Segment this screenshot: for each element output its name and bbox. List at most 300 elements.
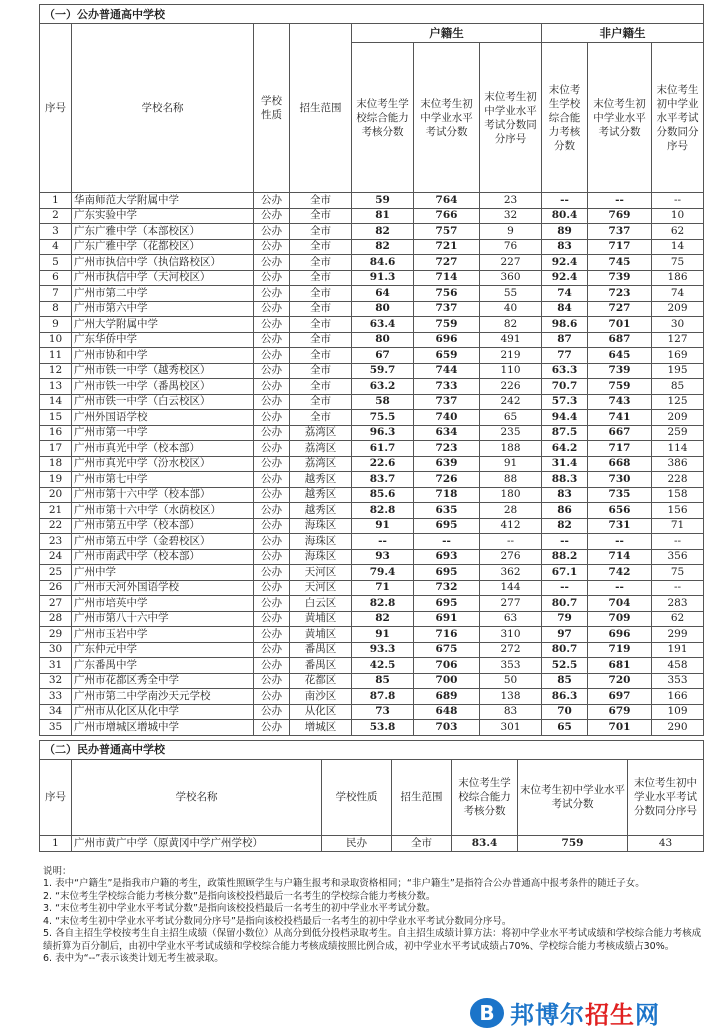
cell-local-exam: 675 (414, 642, 480, 658)
cell-nonlocal-ability: 92.4 (542, 270, 588, 286)
table-row (40, 642, 704, 658)
cell-nonlocal-rank: 290 (652, 720, 704, 736)
cell-school-name: 广州市第六中学 (72, 301, 254, 317)
cell-local-rank: 40 (480, 301, 542, 317)
cell-index: 21 (40, 503, 72, 519)
cell-range: 全市 (290, 394, 352, 410)
cell-index: 25 (40, 565, 72, 581)
cell-index: 26 (40, 580, 72, 596)
cell-nature: 公办 (254, 456, 290, 472)
cell-local-ability: 93.3 (352, 642, 414, 658)
cell-local-rank: 227 (480, 255, 542, 271)
watermark (470, 995, 660, 1030)
cell-range: 全市 (290, 208, 352, 224)
cell-index: 23 (40, 534, 72, 550)
cell-nature: 公办 (254, 239, 290, 255)
cell-nature: 公办 (254, 565, 290, 581)
note-item: 4. “末位考生初中学业水平考试分数同分序号”是指向该校投档最后一名考生的初中学业水平考试分数同分序号。 (43, 915, 512, 927)
table-row (40, 363, 704, 379)
cell-local-exam: 764 (414, 193, 480, 209)
cell-index: 12 (40, 363, 72, 379)
note-item: 2. “末位考生学校综合能力考核分数”是指向该校投档最后一名考生的学校综合能力考核分数。 (43, 890, 436, 902)
cell-index: 22 (40, 518, 72, 534)
cell-nonlocal-rank: 191 (652, 642, 704, 658)
cell-range: 番禺区 (290, 642, 352, 658)
cell-nature: 公办 (254, 689, 290, 705)
cell-school-name: 广州大学附属中学 (72, 317, 254, 333)
cell-nature: 民办 (322, 835, 392, 851)
table-row (40, 332, 704, 348)
cell-nonlocal-rank: 353 (652, 673, 704, 689)
cell-index: 31 (40, 658, 72, 674)
table-row (40, 472, 704, 488)
cell-nature: 公办 (254, 255, 290, 271)
cell-school-name: 广州市铁一中学（白云校区） (72, 394, 254, 410)
cell-range: 海珠区 (290, 518, 352, 534)
cell-nonlocal-rank: 75 (652, 255, 704, 271)
cell-nonlocal-exam: 719 (588, 642, 652, 658)
cell-nature: 公办 (254, 363, 290, 379)
cell-local-ability: 63.2 (352, 379, 414, 395)
cell-nonlocal-rank: 30 (652, 317, 704, 333)
cell-local-ability: 71 (352, 580, 414, 596)
cell-nonlocal-ability: 57.3 (542, 394, 588, 410)
header-exam: 末位考生初中学业水平考试分数 (518, 759, 628, 835)
cell-nonlocal-rank: 14 (652, 239, 704, 255)
watermark-text-part: 邦博尔 (510, 1001, 585, 1029)
table-row (40, 518, 704, 534)
cell-nonlocal-rank: 125 (652, 394, 704, 410)
cell-local-ability: 79.4 (352, 565, 414, 581)
cell-local-ability: 83.7 (352, 472, 414, 488)
cell-nature: 公办 (254, 332, 290, 348)
cell-nonlocal-rank: 209 (652, 301, 704, 317)
cell-local-rank: 226 (480, 379, 542, 395)
cell-school-name: 广州市第一中学 (72, 425, 254, 441)
cell-nonlocal-exam: 668 (588, 456, 652, 472)
cell-nonlocal-exam: 687 (588, 332, 652, 348)
cell-range: 荔湾区 (290, 456, 352, 472)
cell-range: 增城区 (290, 720, 352, 736)
table-row (40, 255, 704, 271)
cell-local-rank: 82 (480, 317, 542, 333)
cell-nonlocal-rank: 71 (652, 518, 704, 534)
cell-local-exam: 695 (414, 518, 480, 534)
cell-nonlocal-exam: 717 (588, 441, 652, 457)
cell-local-ability: 85.6 (352, 487, 414, 503)
header-rank: 末位考生初中学业水平考试分数同分序号 (628, 759, 704, 835)
cell-index: 14 (40, 394, 72, 410)
cell-nature: 公办 (254, 720, 290, 736)
cell-nature: 公办 (254, 704, 290, 720)
cell-nonlocal-exam: -- (588, 580, 652, 596)
cell-nonlocal-rank: 299 (652, 627, 704, 643)
cell-nature: 公办 (254, 441, 290, 457)
cell-index: 13 (40, 379, 72, 395)
cell-local-exam: 740 (414, 410, 480, 426)
cell-local-rank: 76 (480, 239, 542, 255)
cell-nonlocal-ability: -- (542, 580, 588, 596)
cell-index: 9 (40, 317, 72, 333)
cell-local-ability: 59.7 (352, 363, 414, 379)
cell-range: 全市 (290, 255, 352, 271)
cell-nonlocal-ability: 86.3 (542, 689, 588, 705)
header-nonlocal-ability: 末位考生学校综合能力考核分数 (542, 43, 588, 193)
table-row (40, 673, 704, 689)
cell-nonlocal-ability: 88.3 (542, 472, 588, 488)
cell-local-exam: 689 (414, 689, 480, 705)
cell-local-ability: 42.5 (352, 658, 414, 674)
cell-range: 黄埔区 (290, 627, 352, 643)
cell-range: 荔湾区 (290, 425, 352, 441)
cell-range: 全市 (290, 286, 352, 302)
cell-local-exam: 703 (414, 720, 480, 736)
cell-local-exam: 700 (414, 673, 480, 689)
header-local-group: 户籍生 (352, 24, 542, 43)
section-title: （一）公办普通高中学校 (40, 5, 704, 24)
cell-nonlocal-rank: 169 (652, 348, 704, 364)
header-local-exam: 末位考生初中学业水平考试分数 (414, 43, 480, 193)
cell-index: 34 (40, 704, 72, 720)
cell-school-name: 广州市第五中学（校本部） (72, 518, 254, 534)
cell-index: 33 (40, 689, 72, 705)
cell-local-exam: 726 (414, 472, 480, 488)
cell-local-ability: -- (352, 534, 414, 550)
cell-nature: 公办 (254, 348, 290, 364)
header-index: 序号 (40, 759, 72, 835)
cell-nonlocal-exam: 696 (588, 627, 652, 643)
cell-school-name: 广州市花都区秀全中学 (72, 673, 254, 689)
cell-index: 19 (40, 472, 72, 488)
header-school-name: 学校名称 (72, 24, 254, 193)
table-row (40, 270, 704, 286)
cell-nonlocal-exam: 730 (588, 472, 652, 488)
cell-nonlocal-ability: 65 (542, 720, 588, 736)
cell-range: 全市 (290, 317, 352, 333)
cell-nonlocal-rank: 127 (652, 332, 704, 348)
cell-nonlocal-rank: 85 (652, 379, 704, 395)
cell-local-ability: 91 (352, 518, 414, 534)
cell-nonlocal-exam: 727 (588, 301, 652, 317)
cell-local-rank: 276 (480, 549, 542, 565)
cell-local-rank: 362 (480, 565, 542, 581)
cell-range: 全市 (290, 270, 352, 286)
cell-local-exam: 648 (414, 704, 480, 720)
cell-nonlocal-ability: 84 (542, 301, 588, 317)
note-item: 1. 表中“户籍生”是指我市户籍的考生，政策性照顾学生与户籍生报考和录取资格相同；“非户籍生”是指符合公办普通高中报考条件的随迁子女。 (43, 878, 645, 889)
cell-nature: 公办 (254, 596, 290, 612)
cell-local-rank: 242 (480, 394, 542, 410)
cell-nonlocal-ability: 85 (542, 673, 588, 689)
cell-nonlocal-exam: 737 (588, 224, 652, 240)
cell-local-exam: 696 (414, 332, 480, 348)
note-item: 5. 各自主招生学校按考生自主招生成绩（保留小数位）从高分到低分投档录取考生。自主招生成绩计算方法：将初中学业水平考试成绩和学校综合能力考核成绩折算为百分制后，由初中学业水平考试成绩和学校综合能力考核成绩按照比例合成，初中学业水平考试成绩占70%、学校综合能力考核成绩占30%。 (43, 928, 702, 952)
cell-index: 3 (40, 224, 72, 240)
cell-school-name: 广州市真光中学（校本部） (72, 441, 254, 457)
cell-nonlocal-rank: 62 (652, 224, 704, 240)
cell-nonlocal-ability: 64.2 (542, 441, 588, 457)
cell-school-name: 广州市第七中学 (72, 472, 254, 488)
cell-range: 天河区 (290, 580, 352, 596)
cell-local-ability: 91 (352, 627, 414, 643)
cell-nonlocal-ability: -- (542, 534, 588, 550)
cell-local-ability: 96.3 (352, 425, 414, 441)
cell-local-ability: 59 (352, 193, 414, 209)
cell-local-ability: 85 (352, 673, 414, 689)
cell-nonlocal-rank: 228 (652, 472, 704, 488)
cell-nonlocal-exam: 717 (588, 239, 652, 255)
cell-index: 1 (40, 835, 72, 851)
cell-school-name: 广州市铁一中学（番禺校区） (72, 379, 254, 395)
header-local-rank: 末位考生初中学业水平考试分数同分序号 (480, 43, 542, 193)
cell-nature: 公办 (254, 627, 290, 643)
table-row (40, 503, 704, 519)
cell-nonlocal-exam: 697 (588, 689, 652, 705)
cell-local-rank: 235 (480, 425, 542, 441)
cell-local-exam: 695 (414, 565, 480, 581)
cell-nature: 公办 (254, 487, 290, 503)
cell-nonlocal-exam: 769 (588, 208, 652, 224)
cell-range: 花都区 (290, 673, 352, 689)
cell-range: 全市 (290, 348, 352, 364)
cell-school-name: 广州市真光中学（汾水校区） (72, 456, 254, 472)
cell-local-ability: 84.6 (352, 255, 414, 271)
section-title: （二）民办普通高中学校 (40, 740, 704, 759)
cell-school-name: 华南师范大学附属中学 (72, 193, 254, 209)
cell-nonlocal-ability: 70 (542, 704, 588, 720)
cell-local-ability: 63.4 (352, 317, 414, 333)
cell-ability: 83.4 (452, 835, 518, 851)
cell-rank: 43 (628, 835, 704, 851)
cell-nonlocal-ability: 79 (542, 611, 588, 627)
cell-nature: 公办 (254, 193, 290, 209)
cell-local-exam: 691 (414, 611, 480, 627)
cell-index: 24 (40, 549, 72, 565)
cell-nature: 公办 (254, 658, 290, 674)
cell-nonlocal-exam: 739 (588, 270, 652, 286)
cell-nonlocal-rank: 259 (652, 425, 704, 441)
cell-index: 16 (40, 425, 72, 441)
cell-nature: 公办 (254, 472, 290, 488)
cell-school-name: 广州市第八十六中学 (72, 611, 254, 627)
cell-local-rank: 91 (480, 456, 542, 472)
cell-school-name: 广州市黄广中学（原黄冈中学广州学校） (72, 835, 322, 851)
cell-local-ability: 73 (352, 704, 414, 720)
cell-nonlocal-exam: 701 (588, 720, 652, 736)
cell-nature: 公办 (254, 642, 290, 658)
header-local-ability: 末位考生学校综合能力考核分数 (352, 43, 414, 193)
cell-school-name: 广州市增城区增城中学 (72, 720, 254, 736)
table-row (40, 596, 704, 612)
cell-nature: 公办 (254, 224, 290, 240)
table-row (40, 704, 704, 720)
cell-range: 全市 (392, 835, 452, 851)
table-row (40, 611, 704, 627)
cell-index: 27 (40, 596, 72, 612)
cell-local-rank: -- (480, 534, 542, 550)
cell-nonlocal-exam: 731 (588, 518, 652, 534)
watermark-text (510, 995, 660, 1030)
header-nonlocal-exam: 末位考生初中学业水平考试分数 (588, 43, 652, 193)
cell-local-rank: 144 (480, 580, 542, 596)
cell-nature: 公办 (254, 425, 290, 441)
cell-local-rank: 188 (480, 441, 542, 457)
cell-local-exam: 723 (414, 441, 480, 457)
cell-local-exam: 766 (414, 208, 480, 224)
cell-nonlocal-ability: 80.4 (542, 208, 588, 224)
cell-nature: 公办 (254, 503, 290, 519)
cell-nonlocal-ability: 63.3 (542, 363, 588, 379)
table-row (40, 689, 704, 705)
cell-nonlocal-rank: -- (652, 534, 704, 550)
cell-local-ability: 93 (352, 549, 414, 565)
cell-local-rank: 32 (480, 208, 542, 224)
cell-local-rank: 272 (480, 642, 542, 658)
cell-local-ability: 64 (352, 286, 414, 302)
cell-nonlocal-exam: 709 (588, 611, 652, 627)
cell-local-ability: 75.5 (352, 410, 414, 426)
cell-nonlocal-ability: 89 (542, 224, 588, 240)
cell-index: 11 (40, 348, 72, 364)
cell-nonlocal-exam: 742 (588, 565, 652, 581)
cell-local-ability: 82.8 (352, 596, 414, 612)
cell-index: 30 (40, 642, 72, 658)
cell-nonlocal-ability: 87.5 (542, 425, 588, 441)
cell-local-rank: 50 (480, 673, 542, 689)
notes (39, 866, 703, 966)
watermark-logo-icon: B (470, 998, 504, 1028)
cell-index: 32 (40, 673, 72, 689)
cell-nature: 公办 (254, 270, 290, 286)
cell-school-name: 广州市第二中学 (72, 286, 254, 302)
cell-school-name: 广州市天河外国语学校 (72, 580, 254, 596)
cell-nature: 公办 (254, 410, 290, 426)
table-row (40, 224, 704, 240)
cell-nonlocal-ability: 94.4 (542, 410, 588, 426)
cell-nonlocal-exam: 739 (588, 363, 652, 379)
cell-school-name: 广州市南武中学（校本部） (72, 549, 254, 565)
cell-nonlocal-ability: 83 (542, 239, 588, 255)
cell-nonlocal-exam: 743 (588, 394, 652, 410)
table-row (40, 565, 704, 581)
cell-local-exam: 756 (414, 286, 480, 302)
cell-local-exam: 716 (414, 627, 480, 643)
cell-nonlocal-ability: 92.4 (542, 255, 588, 271)
cell-nonlocal-exam: 723 (588, 286, 652, 302)
table-row (40, 487, 704, 503)
cell-nonlocal-exam: 741 (588, 410, 652, 426)
cell-nature: 公办 (254, 549, 290, 565)
cell-index: 28 (40, 611, 72, 627)
cell-nonlocal-rank: 10 (652, 208, 704, 224)
table-row (40, 348, 704, 364)
cell-nonlocal-exam: 745 (588, 255, 652, 271)
cell-local-ability: 67 (352, 348, 414, 364)
table-row (40, 193, 704, 209)
watermark-text-part: 招生 (585, 1001, 635, 1029)
cell-school-name: 广州市第十六中学（校本部） (72, 487, 254, 503)
table-row (40, 301, 704, 317)
cell-index: 1 (40, 193, 72, 209)
cell-nonlocal-rank: 195 (652, 363, 704, 379)
cell-nonlocal-ability: 67.1 (542, 565, 588, 581)
cell-nature: 公办 (254, 518, 290, 534)
cell-school-name: 广州外国语学校 (72, 410, 254, 426)
cell-local-ability: 82 (352, 611, 414, 627)
cell-local-rank: 277 (480, 596, 542, 612)
cell-nonlocal-rank: 75 (652, 565, 704, 581)
cell-nonlocal-exam: 667 (588, 425, 652, 441)
table-row (40, 627, 704, 643)
cell-nonlocal-ability: 74 (542, 286, 588, 302)
cell-nature: 公办 (254, 611, 290, 627)
cell-range: 白云区 (290, 596, 352, 612)
cell-school-name: 广东广雅中学（本部校区） (72, 224, 254, 240)
cell-local-ability: 53.8 (352, 720, 414, 736)
cell-nonlocal-exam: 759 (588, 379, 652, 395)
cell-local-rank: 301 (480, 720, 542, 736)
cell-nonlocal-rank: 156 (652, 503, 704, 519)
cell-local-ability: 87.8 (352, 689, 414, 705)
cell-school-name: 广州市培英中学 (72, 596, 254, 612)
cell-range: 荔湾区 (290, 441, 352, 457)
cell-index: 7 (40, 286, 72, 302)
cell-nature: 公办 (254, 317, 290, 333)
cell-local-rank: 9 (480, 224, 542, 240)
cell-school-name: 广州市执信中学（执信路校区） (72, 255, 254, 271)
cell-range: 越秀区 (290, 503, 352, 519)
cell-nature: 公办 (254, 580, 290, 596)
table-row (40, 534, 704, 550)
cell-index: 8 (40, 301, 72, 317)
cell-nonlocal-ability: 88.2 (542, 549, 588, 565)
cell-nonlocal-exam: 735 (588, 487, 652, 503)
cell-local-exam: 714 (414, 270, 480, 286)
cell-local-ability: 82 (352, 224, 414, 240)
cell-local-rank: 55 (480, 286, 542, 302)
header-range: 招生范围 (392, 759, 452, 835)
cell-index: 15 (40, 410, 72, 426)
cell-nonlocal-exam: 701 (588, 317, 652, 333)
cell-local-ability: 82.8 (352, 503, 414, 519)
cell-range: 天河区 (290, 565, 352, 581)
cell-range: 全市 (290, 410, 352, 426)
table-row (40, 720, 704, 736)
cell-nonlocal-ability: 70.7 (542, 379, 588, 395)
note-item: 6. 表中为“--”表示该类计划无考生被录取。 (43, 953, 224, 964)
table-row (40, 441, 704, 457)
cell-nature: 公办 (254, 301, 290, 317)
cell-nonlocal-exam: -- (588, 193, 652, 209)
cell-nonlocal-rank: 109 (652, 704, 704, 720)
cell-local-exam: 737 (414, 301, 480, 317)
cell-nonlocal-ability: 82 (542, 518, 588, 534)
cell-nature: 公办 (254, 534, 290, 550)
cell-school-name: 广东广雅中学（花都校区） (72, 239, 254, 255)
cell-nonlocal-exam: -- (588, 534, 652, 550)
header-nature: 学校性质 (322, 759, 392, 835)
cell-nonlocal-ability: 52.5 (542, 658, 588, 674)
header-nature: 学校性质 (254, 24, 290, 193)
cell-nonlocal-exam: 714 (588, 549, 652, 565)
cell-local-rank: 180 (480, 487, 542, 503)
cell-nonlocal-ability: 98.6 (542, 317, 588, 333)
cell-school-name: 广东华侨中学 (72, 332, 254, 348)
cell-nonlocal-ability: -- (542, 193, 588, 209)
cell-index: 2 (40, 208, 72, 224)
cell-local-exam: 659 (414, 348, 480, 364)
cell-range: 全市 (290, 239, 352, 255)
